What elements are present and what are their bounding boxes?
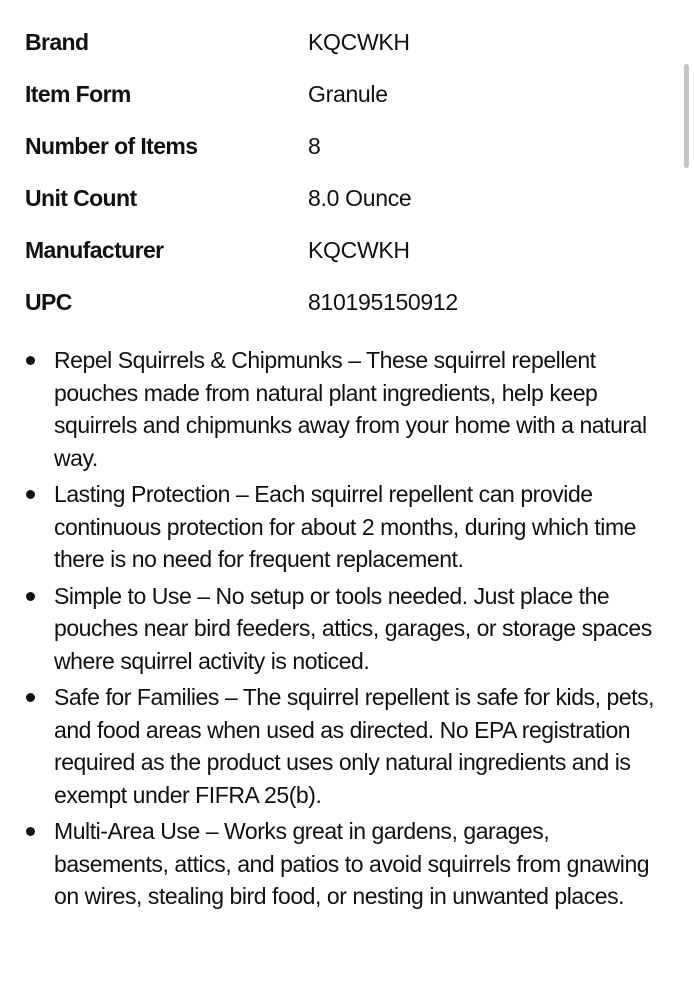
spec-label: Unit Count — [25, 185, 137, 211]
spec-label: Manufacturer — [25, 237, 164, 263]
spec-row-number-of-items — [0, 121, 694, 173]
feature-text: Lasting Protection – Each squirrel repellent can provide continuous protection for about 2 months, during which time there is no need for frequent replacement. — [54, 481, 637, 572]
feature-text: Repel Squirrels & Chipmunks – These squirrel repellent pouches made from natural plant ingredients, help keep squirrels and chipmunks away from your home with a natural way. — [54, 347, 647, 471]
bullet-dot-icon — [26, 592, 35, 601]
bullet-dot-icon — [26, 356, 35, 365]
spec-label: Number of Items — [25, 133, 198, 159]
spec-row-item-form — [0, 69, 694, 121]
bullet-dot-icon — [26, 693, 35, 702]
spec-value: KQCWKH — [308, 29, 410, 55]
feature-bullet — [0, 344, 694, 474]
product-specs-table — [0, 17, 694, 329]
spec-value: Granule — [308, 81, 388, 107]
vertical-scrollbar-thumb[interactable] — [684, 64, 689, 168]
spec-label: Item Form — [25, 81, 131, 107]
feature-bullet — [0, 478, 694, 576]
spec-value: 810195150912 — [308, 289, 458, 315]
spec-row-unit-count — [0, 173, 694, 225]
bullet-dot-icon — [26, 490, 35, 499]
spec-row-brand — [0, 17, 694, 69]
spec-label: UPC — [25, 289, 72, 315]
feature-text: Simple to Use – No setup or tools needed. Just place the pouches near bird feeders, attics, garages, or storage spaces where squirrel activity is noticed. — [54, 582, 652, 674]
feature-text: Multi-Area Use – Works great in gardens, garages, basements, attics, and patios to avoid squirrels from gnawing on wires, stealing bird food, or nesting in unwanted places. — [54, 818, 650, 909]
spec-label: Brand — [25, 29, 89, 55]
spec-value: 8 — [308, 133, 321, 159]
feature-bullet — [0, 681, 694, 811]
spec-value: KQCWKH — [308, 237, 410, 263]
feature-text: Safe for Families – The squirrel repellent is safe for kids, pets, and food areas when used as directed. No EPA registration required as the product uses only natural ingredients and is exempt under FIFRA 25(b). — [54, 684, 655, 808]
spec-row-manufacturer — [0, 225, 694, 277]
spec-value: 8.0 Ounce — [308, 185, 412, 211]
spec-row-upc — [0, 277, 694, 329]
bullet-dot-icon — [26, 827, 35, 836]
feature-bullet — [0, 815, 694, 913]
feature-bullet-list — [0, 344, 694, 917]
feature-bullet — [0, 580, 694, 678]
